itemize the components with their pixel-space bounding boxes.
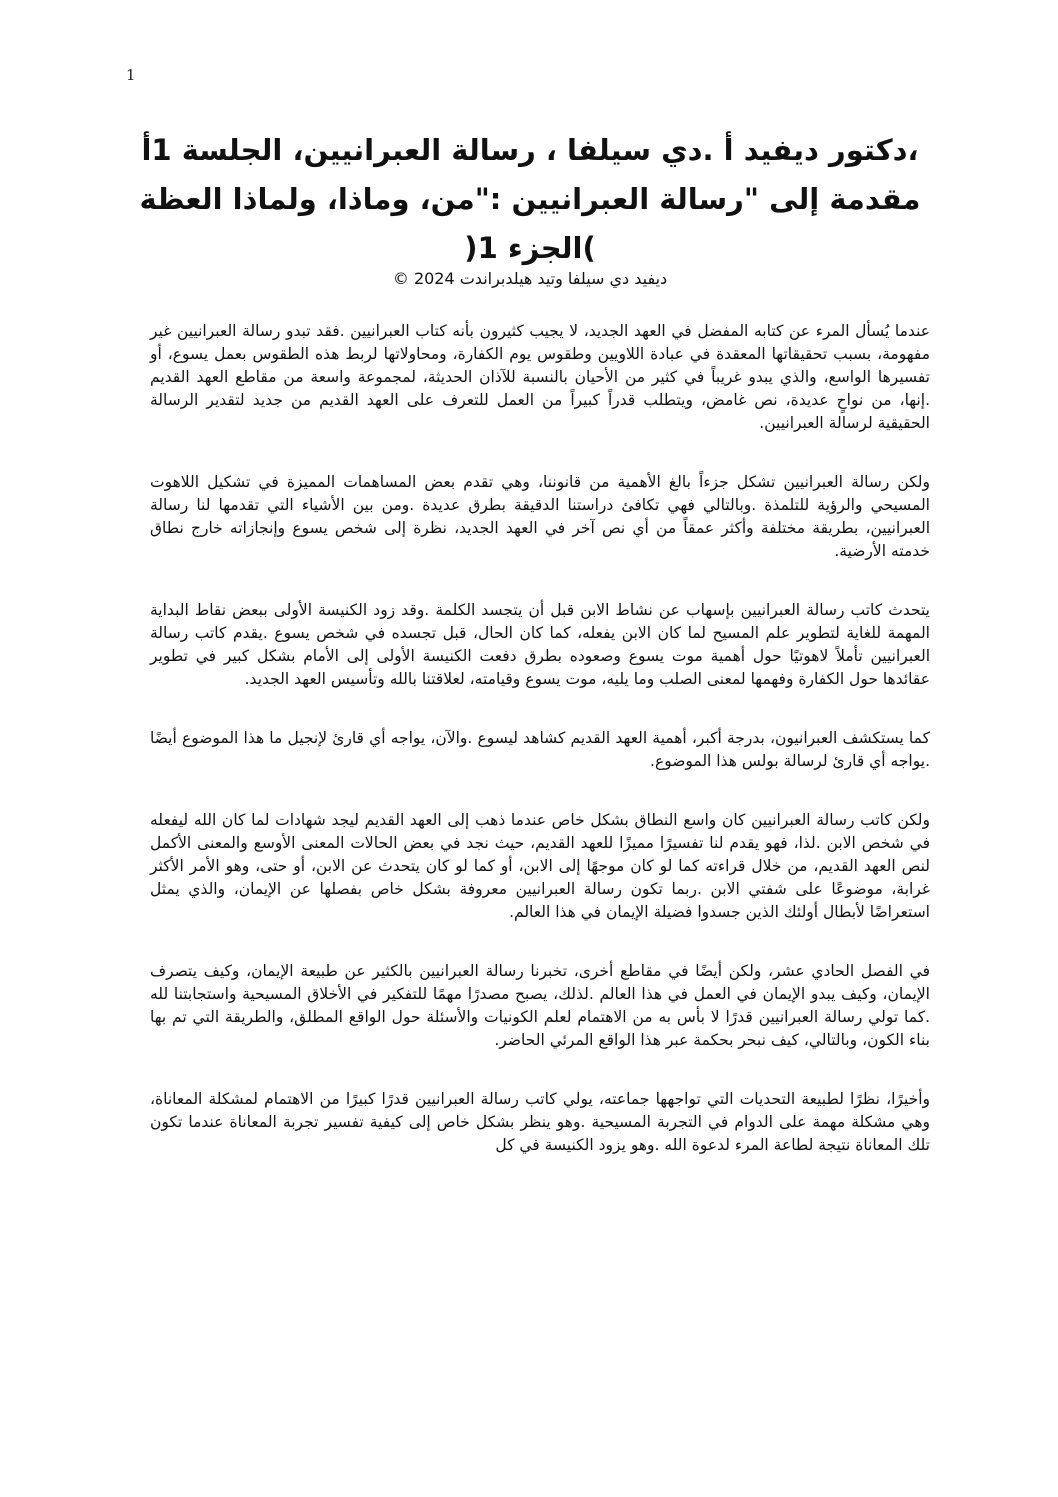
- body-text: [150, 320, 930, 1193]
- paragraph: كما يستكشف العبرانيون، بدرجة أكبر، أهمية العهد القديم كشاهد ليسوع .والآن، يواجه أي قارئ لإنجيل ما هذا الموضوع أيضًا .يواجه أي قارئ لرسالة بولس هذا الموضوع.: [150, 729, 930, 770]
- document-title: ،دكتور ديفيد أ .دي سيلفا ، رسالة العبرانيين، الجلسة 1أ مقدمة إلى "رسالة العبرانيين :"من، وماذا، ولماذا العظة )الجزء 1(: [139, 133, 921, 265]
- paragraph: ولكن كاتب رسالة العبرانيين كان واسع النطاق بشكل خاص عندما ذهب إلى العهد القديم ليجد شهادات لما كان الله ليفعله في شخص الابن .لذا، فهو يقدم لنا تفسيرًا مميزًا للعهد القديم، حيث نجد في بعض الحالات المعنى الأوسع والمعنى الأكمل لنص العهد القديم، من خلال قراءته كما لو كان موجهًا إلى الابن، أو كما لو كان يتحدث عن الابن، أو حتى، وهو الأمر الأكثر غرابة، موضوعًا على شفتي الابن .ربما تكون رسالة العبرانيين معروفة بشكل خاص بفصلها عن الإيمان، والذي يمثل استعراضًا لأبطال أولئك الذين جسدوا فضيلة الإيمان في هذا العالم.: [150, 811, 930, 921]
- paragraph: عندما يُسأل المرء عن كتابه المفضل في العهد الجديد، لا يجيب كثيرون بأنه كتاب العبرانيين .فقد تبدو رسالة العبرانيين غير مفهومة، بسبب تحقيقاتها المعقدة في عبادة اللاويين وطقوس يوم الكفارة، ومحاولاتها لربط هذه الطقوس بعمل يسوع، أو تفسيرها الواسع، والذي يبدو غريباً في كثير من الأحيان بالنسبة للآذان الحديثة، لمجموعة واسعة من مقاطع العهد القديم .إنها، من نواحٍ عديدة، نص غامض، ويتطلب قدراً كبيراً من العمل للتعرف على العهد القديم من جديد لتقدير الرسالة الحقيقية لرسالة العبرانيين.: [150, 322, 930, 432]
- paragraph: ولكن رسالة العبرانيين تشكل جزءاً بالغ الأهمية من قانوننا، وهي تقدم بعض المساهمات المميزة في تشكيل اللاهوت المسيحي والرؤية للتلمذة .وبالتالي فهي تكافئ دراستنا الدقيقة بطرق عديدة .ومن بين الأشياء التي تقدمها لنا رسالة العبرانيين، بطريقة مختلفة وأكثر عمقاً من أي نص آخر في العهد الجديد، نظرة إلى شخص يسوع وإنجازاته خارج نطاق خدمته الأرضية.: [150, 473, 930, 560]
- paragraph: في الفصل الحادي عشر، ولكن أيضًا في مقاطع أخرى، تخبرنا رسالة العبرانيين بالكثير عن طبيعة الإيمان، وكيف يتصرف الإيمان، وكيف يبدو الإيمان في العمل في هذا العالم .لذلك، يصبح مصدرًا مهمًا للتفكير في الأخلاق المسيحية واستجابتنا لله .كما تولي رسالة العبرانيين قدرًا لا بأس به من الاهتمام لعلم الكونيات والأسئلة حول الواقع المطلق، والطريقة التي تم بها بناء الكون، وبالتالي، كيف نبحر بحكمة عبر هذا الواقع المرئي الحاضر.: [150, 962, 930, 1049]
- paragraph: يتحدث كاتب رسالة العبرانيين بإسهاب عن نشاط الابن قبل أن يتجسد الكلمة .وقد زود الكنيسة الأولى ببعض نقاط البداية المهمة للغاية لتطوير علم المسيح لما كان الابن يفعله، كما كان الحال، قبل تجسده في شخص يسوع .يقدم كاتب رسالة العبرانيين تأملاً لاهوتيًا حول أهمية موت يسوع وصعوده بطرق دفعت الكنيسة الأولى إلى الأمام بشكل كبير في تطوير عقائدها حول الكفارة وفهمها لمعنى الصلب وما يليه، موت يسوع وقيامته، لعلاقتنا بالله وتأسيس العهد الجديد.: [150, 601, 930, 688]
- author-byline: ديفيد دي سيلفا وتيد هيلدبراندت 2024 ©: [392, 269, 668, 288]
- paragraph: وأخيرًا، نظرًا لطبيعة التحديات التي تواجهها جماعته، يولي كاتب رسالة العبرانيين قدرًا كبيرًا من الاهتمام لمشكلة المعاناة، وهي مشكلة مهمة على الدوام في التجربة المسيحية .وهو ينظر بشكل خاص إلى كيفية تفسير تجربة المعاناة عندما تكون تلك المعاناة نتيجة لطاعة المرء لدعوة الله .وهو يزود الكنيسة في كل: [150, 1090, 930, 1154]
- page-number: 1: [126, 66, 136, 84]
